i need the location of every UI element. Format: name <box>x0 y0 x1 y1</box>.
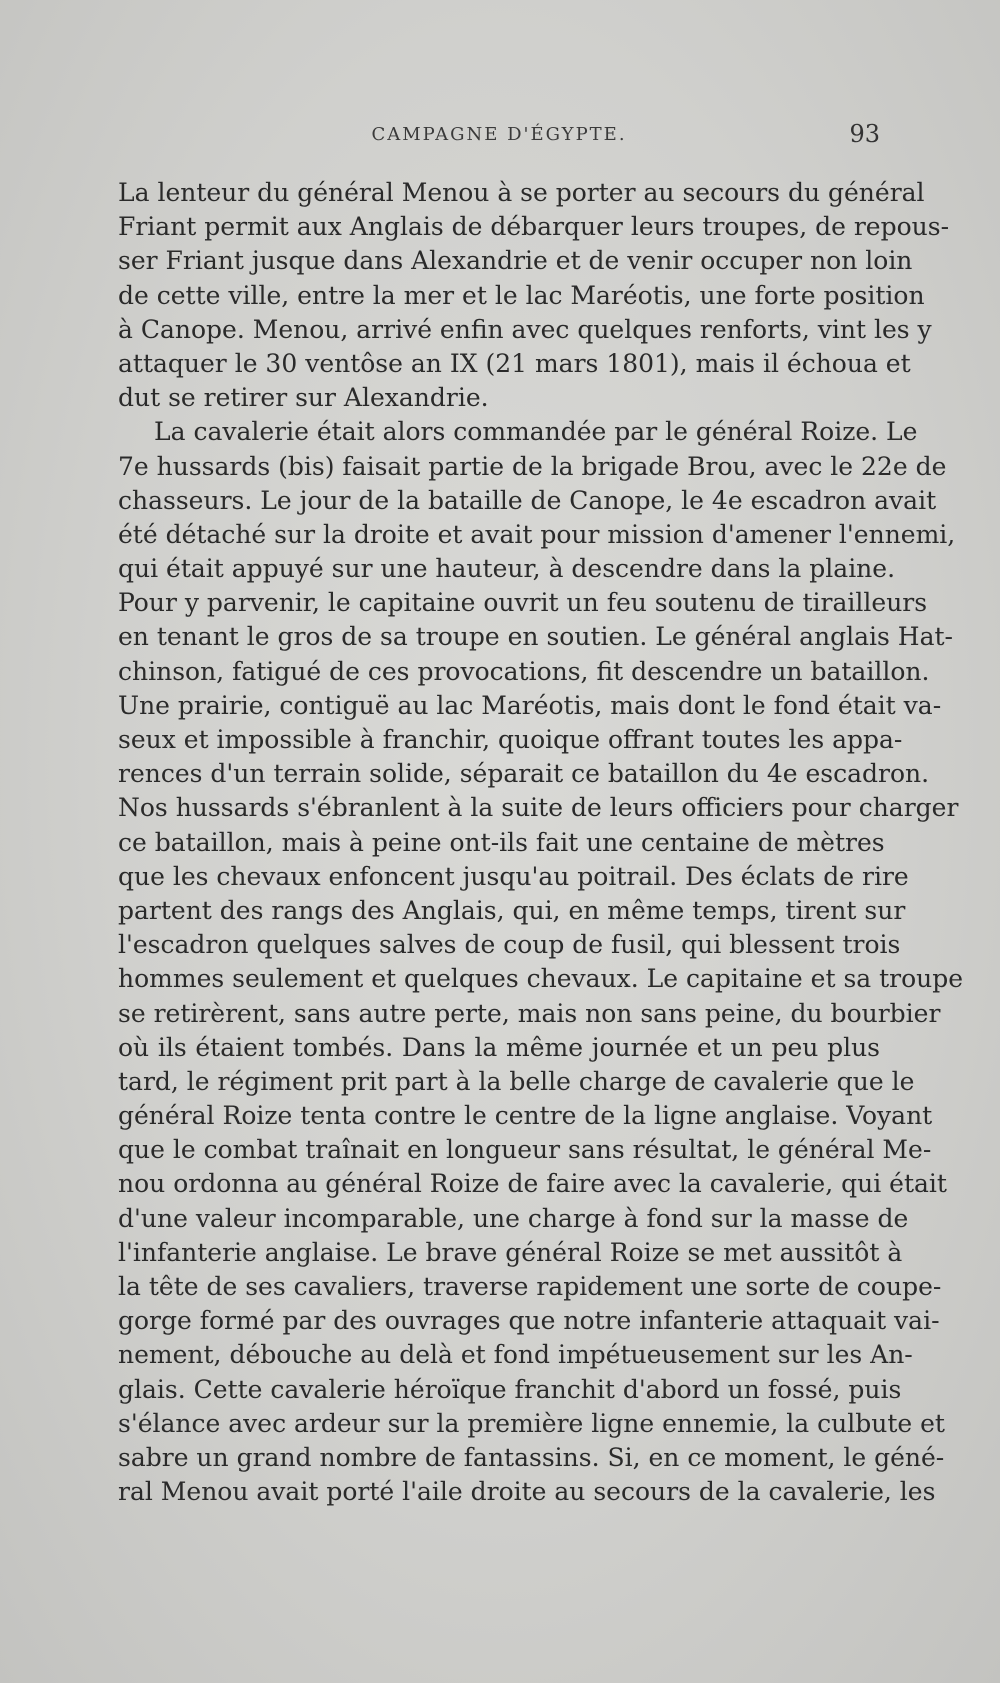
text-line: été détaché sur la droite et avait pour mission d'amener l'ennemi, <box>118 519 956 549</box>
text-line: attaquer le 30 ventôse an IX (21 mars 1801), mais il échoua et <box>118 348 911 378</box>
text-line: Une prairie, contiguë au lac Maréotis, mais dont le fond était va- <box>118 690 942 720</box>
text-line: l'escadron quelques salves de coup de fusil, qui blessent trois <box>118 930 901 960</box>
text-line: que le combat traînait en longueur sans résultat, le général Me- <box>118 1135 932 1165</box>
text-line: la tête de ses cavaliers, traverse rapidement une sorte de coupe- <box>118 1272 942 1301</box>
text-line: hommes seulement et quelques chevaux. Le capitaine et sa troupe <box>118 964 964 994</box>
text-line: Friant permit aux Anglais de débarquer leurs troupes, de repous- <box>118 212 950 242</box>
text-line: où ils étaient tombés. Dans la même journée et un peu plus <box>118 1032 880 1062</box>
text-line: Nos hussards s'ébranlent à la suite de leurs officiers pour charger <box>118 793 959 823</box>
text-line: partent des rangs des Anglais, qui, en même temps, tirent sur <box>118 895 906 925</box>
running-head-title: CAMPAGNE D'ÉGYPTE. <box>371 124 627 145</box>
text-line: d'une valeur incomparable, une charge à fond sur la masse de <box>118 1203 909 1233</box>
text-line: glais. Cette cavalerie héroïque franchit d'abord un fossé, puis <box>118 1374 902 1404</box>
text-line: ral Menou avait porté l'aile droite au secours de la cavalerie, les <box>118 1477 936 1507</box>
text-line: à Canope. Menou, arrivé enfin avec quelques renforts, vint les y <box>118 314 932 344</box>
text-line: La cavalerie était alors commandée par le général Roize. Le <box>154 417 918 447</box>
text-line: l'infanterie anglaise. Le brave général Roize se met aussitôt à <box>118 1237 903 1267</box>
text-line: ser Friant jusque dans Alexandrie et de venir occuper non loin <box>118 246 913 276</box>
text-line: La lenteur du général Menou à se porter au secours du général <box>118 178 925 207</box>
text-line: sabre un grand nombre de fantassins. Si, en ce moment, le géné- <box>118 1442 945 1472</box>
body-text <box>118 176 964 1509</box>
text-line: nement, débouche au delà et fond impétueusement sur les An- <box>118 1340 913 1370</box>
text-line: général Roize tenta contre le centre de la ligne anglaise. Voyant <box>118 1101 933 1131</box>
text-line: qui était appuyé sur une hauteur, à descendre dans la plaine. <box>118 554 896 584</box>
text-line: rences d'un terrain solide, séparait ce bataillon du 4e escadron. <box>118 759 930 789</box>
text-line: de cette ville, entre la mer et le lac Maréotis, une forte position <box>118 280 925 310</box>
text-line: seux et impossible à franchir, quoique offrant toutes les appa- <box>118 725 903 754</box>
text-line: que les chevaux enfoncent jusqu'au poitrail. Des éclats de rire <box>118 861 909 891</box>
text-line: en tenant le gros de sa troupe en soutien. Le général anglais Hat- <box>118 622 953 652</box>
text-line: 7e hussards (bis) faisait partie de la brigade Brou, avec le 22e de <box>118 451 947 481</box>
text-line: nou ordonna au général Roize de faire avec la cavalerie, qui était <box>118 1169 947 1199</box>
page-number: 93 <box>849 120 880 148</box>
text-line: chasseurs. Le jour de la bataille de Canope, le 4e escadron avait <box>118 485 937 515</box>
running-head <box>118 118 880 158</box>
text-line: chinson, fatigué de ces provocations, fit descendre un bataillon. <box>118 656 930 686</box>
text-line: se retirèrent, sans autre perte, mais non sans peine, du bourbier <box>118 998 941 1028</box>
text-line: tard, le régiment prit part à la belle charge de cavalerie que le <box>118 1066 915 1096</box>
text-line: s'élance avec ardeur sur la première ligne ennemie, la culbute et <box>118 1408 945 1438</box>
text-line: Pour y parvenir, le capitaine ouvrit un feu soutenu de tirailleurs <box>118 588 928 618</box>
text-line: gorge formé par des ouvrages que notre infanterie attaquait vai- <box>118 1306 940 1336</box>
text-line: ce bataillon, mais à peine ont-ils fait une centaine de mètres <box>118 827 885 857</box>
text-line: dut se retirer sur Alexandrie. <box>118 383 489 413</box>
